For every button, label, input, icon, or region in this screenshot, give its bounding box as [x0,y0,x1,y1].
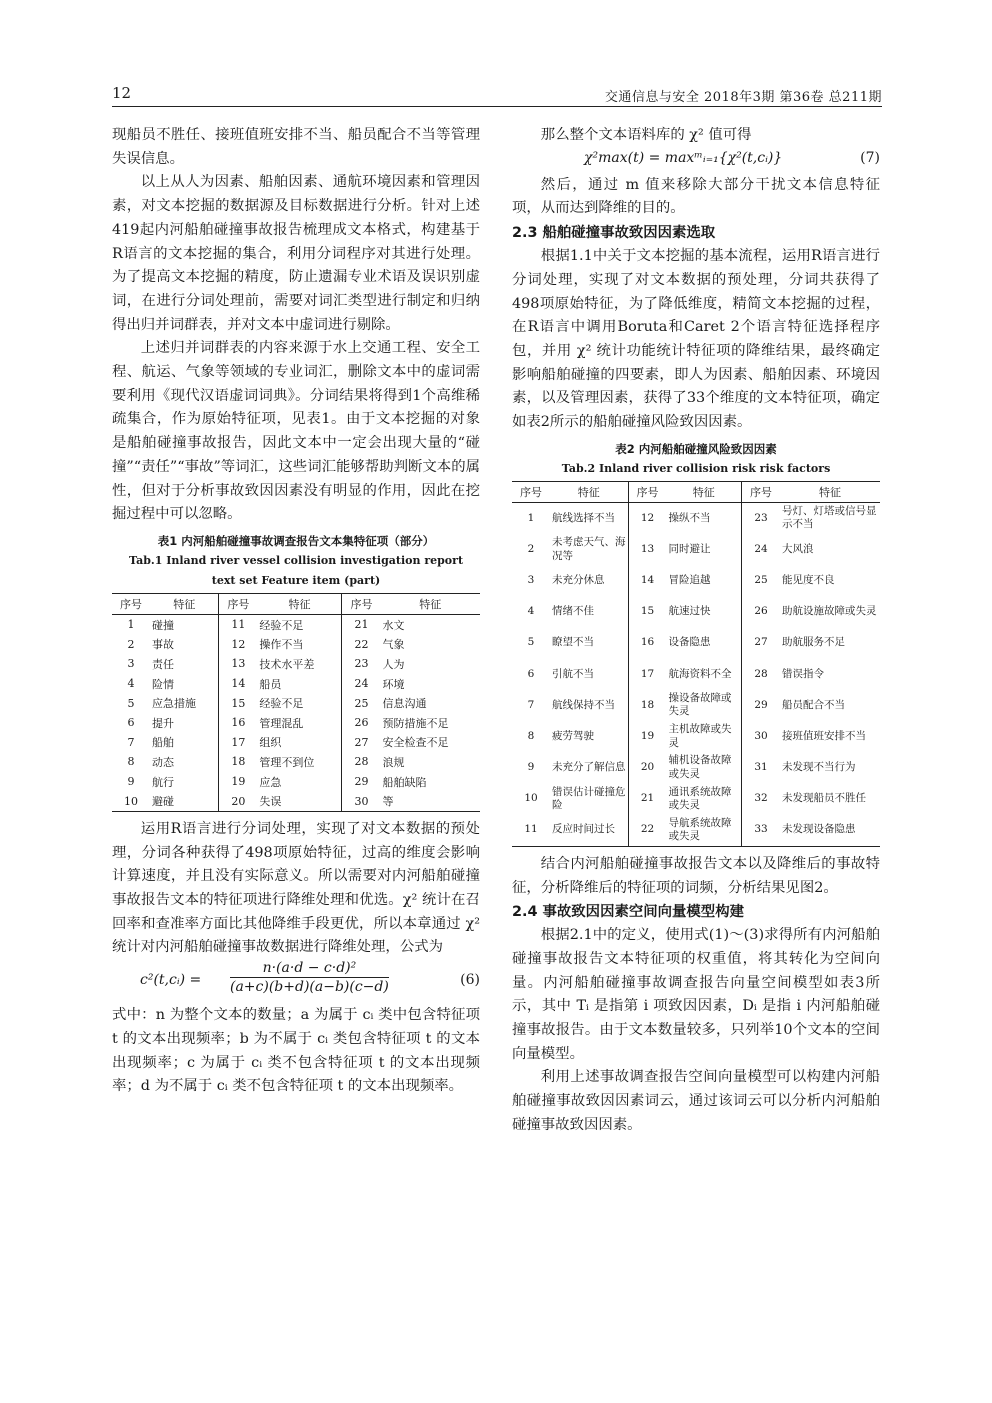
section-heading: 2.4 事故致因因素空间向量模型构建 [512,904,744,921]
row-number-cell: 22 [628,815,667,847]
table-caption-cn: 表2 内河船舶碰撞风险致因因素 [615,441,777,456]
paragraph: 那么整个文本语料库的 χ² 值可得 [540,127,752,143]
row-number-cell: 10 [112,791,150,811]
feature-cell: 应急 [257,772,342,792]
page-header [112,84,882,107]
row-number-cell: 9 [527,761,535,774]
feature-cell: 航线保持不当 [550,690,628,721]
table-row [112,693,480,713]
feature-cell: 碰撞 [150,614,219,634]
paragraph: 结合内河船舶碰撞事故报告文本以及降维后的事故特征，分析降维后的特征项的词频，分析结果见图2。 [512,855,880,896]
feature-cell: 险情 [150,674,219,694]
feature-cell: 未发现设备隐患 [780,815,880,847]
row-number-cell: 23 [754,511,768,524]
feature-cell: 船员 [257,674,342,694]
column-header: 特征 [380,593,480,614]
row-number-cell: 7 [527,698,535,711]
feature-cell: 情绪不佳 [550,596,628,627]
feature-cell: 环境 [382,677,405,691]
row-number-cell: 26 [754,605,768,618]
feature-cell: 气象 [382,638,405,652]
feature-cell: 错误指令 [782,667,824,680]
feature-cell: 未充分了解信息 [550,752,628,783]
row-number-cell: 31 [754,761,768,774]
formula-fraction [230,960,389,995]
row-number-cell: 32 [754,792,768,805]
table-row [112,674,480,694]
feature-cell: 助航服务不足 [782,636,845,649]
feature-cell: 助航设施故障或失灵 [782,605,877,618]
row-number-cell: 6 [127,716,135,730]
row-number-cell: 4 [127,677,135,691]
table-row [512,721,880,752]
row-number-cell: 17 [231,735,246,749]
table-row [112,654,480,674]
feature-cell: 船舶缺陷 [382,775,427,789]
column-header: 序号 [628,481,667,502]
row-number-cell: 19 [640,729,655,742]
table-caption-cn: 表1 内河船舶碰撞事故调查报告文本集特征项（部分） [157,533,435,548]
feature-cell: 同时避让 [667,534,742,565]
risk-factor-table [512,481,880,847]
row-number-cell: 11 [231,618,246,632]
paragraph: 运用R语言进行分词处理，实现了对文本数据的预处理，分词各种获得了498项原始特征，过高的维度会影响计算速度，并且没有实际意义。所以需要对内河船舶碰撞事故报告文本的特征项进行降维处理和优选。χ² 统计在召回率和查准率方面比其他降维手段更优，所以本章通过 χ² 统计对内河船舶碰撞事故数据进行降维处理，公式为 [112,820,480,956]
feature-cell: 航行 [150,772,219,792]
feature-cell: 信息沟通 [382,697,427,711]
row-number-cell: 8 [527,729,535,742]
table-row [112,772,480,792]
paragraph: 利用上述事故调查报告空间向量模型可以构建内河船舶碰撞事故致因因素词云，通过该词云可以分析内河船舶碰撞事故致因因素。 [512,1069,880,1133]
table-caption-en: Tab.1 Inland river vessel collision investigation report [128,553,464,567]
feature-cell: 冒险追越 [667,565,742,596]
table-row [112,752,480,772]
row-number-cell: 18 [640,698,655,711]
table-row [112,635,480,655]
table-row [512,752,880,783]
feature-cell: 反应时间过长 [550,815,628,847]
paragraph: 上述归并词群表的内容来源于水上交通工程、安全工程、航运、气象等领域的专业词汇，删除文本中的虚词需要利用《现代汉语虚词词典》。分词结果将得到1个高维稀疏集合，作为原始特征项，见表1。由于文本挖掘的对象是船舶碰撞事故报告，因此文本中一定会出现大量的“碰撞”“责任”“事故”等词汇，这些词汇能够帮助判断文本的属性，但对于分析事故致因因素没有明显的作用，因此在挖掘过程中可以忽略。 [112,340,480,523]
row-number-cell: 5 [527,636,535,649]
row-number-cell: 30 [754,729,768,742]
row-number-cell: 5 [127,696,135,710]
table-row [512,783,880,814]
feature-cell: 提升 [150,713,219,733]
row-number-cell: 18 [231,755,246,769]
feature-cell: 错误估计碰撞危险 [550,783,628,814]
feature-cell: 安全检查不足 [382,736,449,750]
column-header: 特征 [550,481,628,502]
feature-cell: 动态 [150,752,219,772]
column-header: 序号 [742,481,781,502]
row-number-cell: 16 [640,636,655,649]
column-header: 特征 [667,481,742,502]
feature-cell: 管理混乱 [257,713,342,733]
table-row [512,534,880,565]
formula-expression: χ²max(t) = maxᵐᵢ₌₁{χ²(t,cᵢ)} [584,149,783,166]
feature-cell: 辅机设备故障或失灵 [667,752,742,783]
row-number-cell: 21 [354,618,369,632]
feature-cell: 避碰 [150,791,219,811]
feature-cell: 疲劳驾驶 [550,721,628,752]
row-number-cell: 4 [527,605,535,618]
row-number-cell: 23 [354,657,369,671]
row-number-cell: 26 [354,716,369,730]
column-header: 特征 [150,593,219,614]
row-number-cell: 3 [127,657,135,671]
row-number-cell: 15 [231,696,246,710]
right-column [512,124,880,1138]
row-number-cell: 2 [527,542,535,555]
column-header: 特征 [257,593,342,614]
row-number-cell: 27 [754,636,768,649]
row-number-cell: 14 [231,677,246,691]
table-2 [512,439,880,847]
row-number-cell: 28 [354,755,369,769]
paragraph: 根据2.1中的定义，使用式(1)～(3)求得所有内河船舶碰撞事故报告文本特征项的权重值，将其转化为空间向量。内河船舶碰撞事故调查报告向量空间模型如表3所示，其中 Tᵢ 是指第 i 项致因因素，Dᵢ 是指 i 内河船舶碰撞事故报告。由于文本数量较多，只列举10个文本的空间向量模型。 [512,927,880,1062]
feature-cell: 大风浪 [782,542,814,555]
feature-cell: 技术水平差 [257,654,342,674]
journal-info: 交通信息与安全 2018年3期 第36卷 总211期 [604,90,882,105]
equation-number: (6) [460,972,480,989]
table-header-row [512,481,880,502]
table-row [112,614,480,634]
row-number-cell: 22 [354,637,369,651]
feature-cell: 设备隐患 [667,627,742,658]
row-number-cell: 1 [527,511,535,524]
row-number-cell: 10 [524,792,538,805]
feature-cell: 未考虑天气、海况等 [550,534,628,565]
feature-cell: 瞭望不当 [550,627,628,658]
paragraph: 然后，通过 m 值来移除大部分干扰文本信息特征项，从而达到降维的目的。 [512,176,880,217]
column-header: 序号 [112,593,150,614]
table-row [112,791,480,811]
feature-cell: 通讯系统故障或失灵 [667,783,742,814]
row-number-cell: 28 [754,667,768,680]
row-number-cell: 17 [640,667,655,680]
row-number-cell: 27 [354,735,369,749]
row-number-cell: 25 [754,573,768,586]
column-header: 序号 [512,481,550,502]
feature-cell: 操作不当 [257,635,342,655]
formula-6 [112,960,480,1004]
table-header-row [112,593,480,614]
paragraph: 以上从人为因素、船舶因素、通航环境因素和管理因素，对文本挖掘的数据源及目标数据进行分析。针对上述419起内河船舶碰撞事故报告梳理成文本格式，构建基于R语言的文本挖掘的集合，利用分词程序对其进行处理。为了提高文本挖掘的精度，防止遗漏专业术语及误识别虚词，在进行分词处理前，需要对词汇类型进行制定和归纳得出归并词群表，并对文本中虚词进行剔除。 [112,174,480,333]
feature-cell: 能见度不良 [782,573,835,586]
feature-cell: 组织 [257,733,342,753]
row-number-cell: 2 [127,637,135,651]
feature-cell: 等 [380,791,480,811]
row-number-cell: 15 [640,605,655,618]
table-row [512,659,880,690]
row-number-cell: 12 [231,637,246,651]
row-number-cell: 1 [127,618,135,632]
feature-cell: 操设备故障或失灵 [667,690,742,721]
feature-cell: 船舶 [150,733,219,753]
feature-cell: 主机故障或失灵 [667,721,742,752]
table-caption-en: Tab.2 Inland river collision risk risk factors [561,461,831,475]
row-number-cell: 14 [640,573,655,586]
table-row [512,627,880,658]
feature-cell: 管理不到位 [257,752,342,772]
paragraph: 现船员不胜任、接班值班安排不当、船员配合不当等管理失误信息。 [112,127,480,167]
feature-cell: 引航不当 [550,659,628,690]
row-number-cell: 33 [742,815,781,847]
row-number-cell: 11 [512,815,550,847]
row-number-cell: 21 [640,792,655,805]
table-caption-en: text set Feature item (part) [211,573,381,587]
row-number-cell: 8 [127,755,135,769]
row-number-cell: 19 [231,775,246,788]
feature-cell: 预防措施不足 [382,716,449,730]
row-number-cell: 12 [640,511,655,524]
table-row [512,815,880,847]
table-row [512,690,880,721]
feature-cell: 接班值班安排不当 [782,729,866,742]
row-number-cell: 7 [127,735,135,749]
column-header: 序号 [219,593,258,614]
formula-numerator: n·(a·d − c·d)² [230,960,389,978]
formula-7 [512,148,880,174]
feature-cell: 失误 [257,791,342,811]
row-number-cell: 25 [354,696,369,710]
row-number-cell: 6 [527,667,535,680]
row-number-cell: 9 [127,775,135,788]
feature-cell: 号灯、灯塔或信号显示不当 [782,504,877,531]
paragraph: 根据1.1中关于文本挖掘的基本流程，运用R语言进行分词处理，实现了对文本数据的预处理，分词共获得了498项原始特征，为了降低维度，精简文本挖掘的过程，在R语言中调用Boruta和Caret 2个语言特征选择程序包，并用 χ² 统计功能统计特征项的降维结果，最终确定影响船舶碰撞的四要素，即人为因素、船舶因素、环境因素，以及管理因素，获得了33个维度的文本特征项，确定如表2所示的船舶碰撞风险致因因素。 [512,248,880,431]
row-number-cell: 20 [219,791,258,811]
row-number-cell: 30 [342,791,381,811]
feature-cell: 经验不足 [257,614,342,634]
feature-cell: 未充分休息 [550,565,628,596]
column-header: 特征 [780,481,880,502]
formula-denominator: (a+c)(b+d)(a−b)(c−d) [230,979,389,996]
feature-cell: 人为 [382,657,405,671]
row-number-cell: 24 [754,542,768,555]
row-number-cell: 16 [231,716,246,730]
feature-cell: 未发现船员不胜任 [782,792,866,805]
feature-cell: 经验不足 [257,693,342,713]
feature-cell: 航海资料不全 [667,659,742,690]
row-number-cell: 13 [231,657,246,671]
feature-cell: 浪规 [382,755,405,769]
paragraph: 式中：n 为整个文本的数量；a 为属于 cᵢ 类中包含特征项 t 的文本出现频率；b 为不属于 cᵢ 类包含特征项 t 的文本出现频率；c 为属于 cᵢ 类不包含特征项 t 的文本出现频率；d 为不属于 cᵢ 类不包含特征项 t 的文本出现频率。 [112,1007,480,1095]
section-heading: 2.3 船舶碰撞事故致因因素选取 [512,225,716,242]
left-column [112,124,480,1099]
table-1 [112,531,480,812]
table-row [112,713,480,733]
feature-table [112,593,480,812]
table-row [512,596,880,627]
row-number-cell: 20 [640,761,655,774]
feature-cell: 未发现不当行为 [782,761,856,774]
feature-cell: 事故 [150,635,219,655]
feature-cell: 操纵不当 [667,502,742,534]
formula-lhs: c²(t,cᵢ) = [140,972,202,989]
feature-cell: 导航系统故障或失灵 [667,815,742,847]
feature-cell: 应急措施 [150,693,219,713]
feature-cell: 船员配合不当 [782,698,845,711]
row-number-cell: 3 [527,573,535,586]
column-header: 序号 [342,593,381,614]
feature-cell: 责任 [150,654,219,674]
row-number-cell: 24 [354,677,369,691]
row-number-cell: 13 [640,542,655,555]
page-number: 12 [112,84,132,102]
equation-number: (7) [860,149,880,166]
table-row [112,733,480,753]
feature-cell: 水文 [382,618,405,632]
row-number-cell: 29 [354,775,369,788]
feature-cell: 航线选择不当 [550,502,628,534]
table-row [512,502,880,534]
table-row [512,565,880,596]
row-number-cell: 29 [754,698,768,711]
feature-cell: 航速过快 [667,596,742,627]
